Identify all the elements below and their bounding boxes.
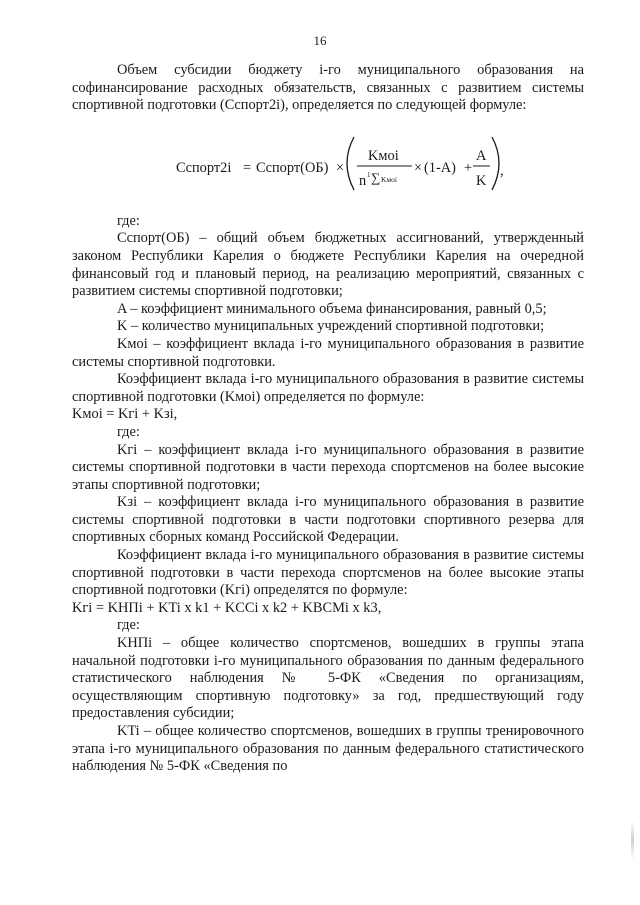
kmoi-intro-paragraph: Коэффициент вклада i-го муниципального образования в развитие системы спортивной подготовки (Kмоi) определяется по формуле:	[72, 371, 584, 405]
subsidy-formula-graphic	[72, 127, 584, 199]
subsidy-formula	[72, 127, 584, 199]
definition-kmoi: Kмоi – коэффициент вклада i-го муниципального образования в развитие системы спортивной подготовки.	[72, 335, 584, 370]
where-label-1: где:	[117, 212, 140, 229]
page-number: 16	[313, 33, 327, 48]
formula-lhs: Cспорт2i	[176, 159, 232, 176]
kmoi-formula: Kмоi = Kгi + Kзi,	[72, 406, 178, 423]
formula-tail: ,	[500, 162, 504, 179]
definition-kzi: Kзi – коэффициент вклада i-го муниципального образования в развитие системы спортивной подготовки в части подготовки спортивного резерва для спортивных сборных команд Российской Федерации.	[72, 494, 584, 546]
formula-one-minus-a: (1-A)	[424, 159, 456, 176]
formula-times-2: ×	[414, 159, 423, 176]
formula-eq: =	[243, 159, 252, 176]
definition-kti: KTi – общее количество спортсменов, вошедших в группы тренировочного этапа i-го муниципального образования по данным федерального статистического наблюдения № 5-ФК «Сведения по	[72, 723, 584, 775]
formula-den-sum: ∑	[371, 169, 381, 185]
formula-times: ×	[336, 159, 345, 176]
kgi-formula: Kгi = KНПi + KTi x k1 + KССi x k2 + KВСМi x k3,	[72, 599, 382, 616]
left-paren	[347, 137, 354, 190]
definition-k: K – количество муниципальных учреждений спортивной подготовки;	[117, 318, 545, 335]
definition-a: A – коэффициент минимального объема финансирования, равный 0,5;	[117, 300, 547, 317]
definition-kgi: Kгi – коэффициент вклада i-го муниципального образования в развитие системы спортивной подготовки в части перехода спортсменов на более высокие этапы спортивной подготовки;	[72, 441, 584, 493]
intro-paragraph: Объем субсидии бюджету i-го муниципального образования на софинансирование расходных обязательств, связанных с развитием системы спортивной подготовки (Cспорт2i), определяется по следующей формуле:	[72, 62, 584, 114]
formula-frac-a: A	[476, 147, 487, 164]
where-label-2: где:	[117, 423, 140, 440]
scan-edge-mark	[631, 820, 634, 860]
formula-numerator: Kмоi	[368, 147, 399, 164]
formula-frac-k: K	[476, 172, 487, 189]
formula-plus: +	[464, 159, 473, 176]
right-paren	[492, 137, 499, 190]
formula-den-n: n	[359, 172, 367, 189]
document-body	[72, 62, 584, 776]
definition-cobsport: Cспорт(ОБ) – общий объем бюджетных ассигнований, утвержденный законом Республики Карелия о бюджете Республики Карелия на очередной финансовый год и плановый период, на реализацию мероприятий, связанных с развитием системы спортивной подготовки;	[72, 230, 584, 300]
formula-term: Cспорт(ОБ)	[256, 159, 329, 176]
formula-den-sub: Kмоi	[381, 174, 397, 184]
kgi-intro-paragraph: Коэффициент вклада i-го муниципального образования в развитие системы спортивной подготовки в части перехода спортсменов на более высокие этапы спортивной подготовки (Kгi) определятся по формуле:	[72, 547, 584, 599]
where-label-3: где:	[117, 617, 140, 634]
definition-knpi: KНПi – общее количество спортсменов, вошедших в группы этапа начальной подготовки i-го муниципального образования по данным федерального статистического наблюдения № 5-ФК «Сведения по организациям, осуществляющим спортивную подготовку» за год, предшествующий году предоставления субсидии;	[72, 635, 584, 722]
formula-den-sup: 1	[367, 170, 371, 179]
